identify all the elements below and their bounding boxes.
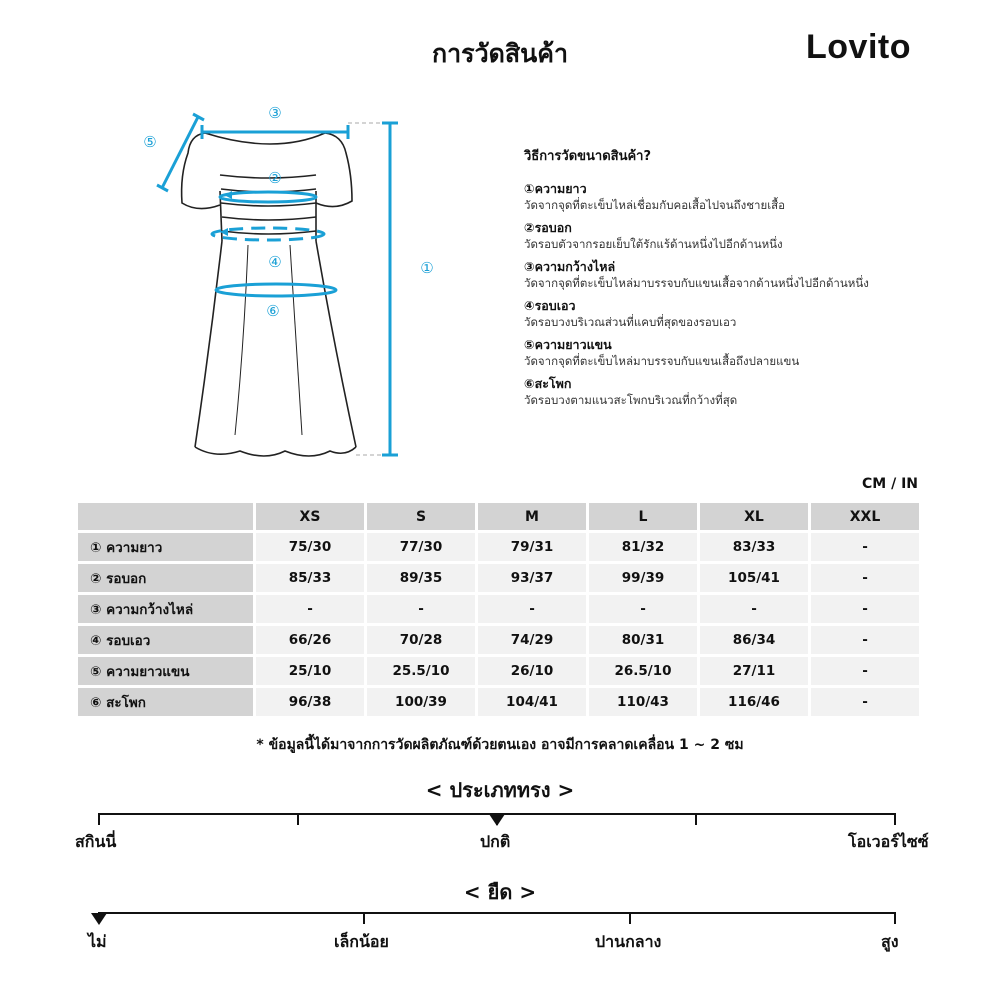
howto-name: ①ความยาว (524, 181, 587, 196)
howto-item (524, 258, 944, 291)
row-header: ⑤ ความยาวแขน (78, 657, 253, 685)
dress-diagram (120, 95, 460, 475)
how-to-measure-title: วิธีการวัดขนาดสินค้า? (524, 149, 652, 164)
table-cell: 66/26 (256, 626, 364, 654)
table-cell: 77/30 (367, 533, 475, 561)
howto-desc: วัดรอบวงตามแนวสะโพกบริเวณที่กว้างที่สุด (524, 393, 738, 407)
row-header: ① ความยาว (78, 533, 253, 561)
table-header-row (78, 503, 919, 530)
row-header: ⑥ สะโพก (78, 688, 253, 716)
howto-name: ③ความกว้างไหล่ (524, 259, 616, 274)
table-cell: - (811, 564, 919, 592)
table-cell: 99/39 (589, 564, 697, 592)
table-cell: - (811, 595, 919, 623)
fit-tick (894, 813, 896, 825)
stretch-tick (894, 912, 896, 924)
column-header: XL (700, 503, 808, 530)
row-header: ② รอบอก (78, 564, 253, 592)
stretch-label-slight: เล็กน้อย (334, 932, 389, 951)
table-cell: 25/10 (256, 657, 364, 685)
callout-1: ① (420, 259, 434, 277)
stretch-tick (629, 912, 631, 924)
howto-desc: วัดจากจุดที่ตะเข็บไหล่มาบรรจบกับแขนเสื้อจากด้านหนึ่งไปอีกด้านหนึ่ง (524, 276, 869, 290)
howto-name: ⑤ความยาวแขน (524, 337, 612, 352)
table-cell: - (700, 595, 808, 623)
table-row (78, 688, 919, 716)
howto-desc: วัดจากจุดที่ตะเข็บไหล่เชื่อมกับคอเสื้อไปจนถึงชายเสื้อ (524, 198, 786, 212)
howto-desc: วัดจากจุดที่ตะเข็บไหล่มาบรรจบกับแขนเสื้อถึงปลายแขน (524, 354, 800, 368)
howto-name: ⑥สะโพก (524, 376, 572, 391)
stretch-label-none: ไม่ (88, 932, 107, 951)
column-header: L (589, 503, 697, 530)
table-cell: 104/41 (478, 688, 586, 716)
table-row (78, 595, 919, 623)
table-cell: 80/31 (589, 626, 697, 654)
table-cell: 83/33 (700, 533, 808, 561)
table-cell: 79/31 (478, 533, 586, 561)
table-cell: - (811, 657, 919, 685)
brand-logo: Lovito (806, 28, 911, 66)
table-cell: - (478, 595, 586, 623)
table-cell: 81/32 (589, 533, 697, 561)
table-cell: 96/38 (256, 688, 364, 716)
table-cell: - (811, 533, 919, 561)
callout-4: ④ (268, 253, 282, 271)
how-to-measure (524, 145, 944, 414)
column-header: XXL (811, 503, 919, 530)
fit-scale-title: < ประเภททรง > (425, 778, 575, 802)
stretch-marker-icon (91, 913, 107, 925)
size-table (75, 500, 922, 719)
stretch-scale-title: < ยืด > (463, 880, 537, 904)
table-cell: 26/10 (478, 657, 586, 685)
stretch-scale-line (98, 912, 896, 914)
table-cell: 74/29 (478, 626, 586, 654)
callout-3: ③ (268, 104, 282, 122)
table-cell: - (811, 688, 919, 716)
table-cell: 26.5/10 (589, 657, 697, 685)
column-header: M (478, 503, 586, 530)
howto-name: ②รอบอก (524, 220, 572, 235)
table-cell: - (811, 626, 919, 654)
column-header: XS (256, 503, 364, 530)
fit-label-oversize: โอเวอร์ไซซ์ (848, 832, 929, 851)
page-title: การวัดสินค้า (432, 39, 568, 68)
howto-desc: วัดรอบตัวจากรอยเย็บใต้รักแร้ด้านหนึ่งไปอีกด้านหนึ่ง (524, 237, 783, 251)
fit-tick (98, 813, 100, 825)
column-header: S (367, 503, 475, 530)
howto-item (524, 336, 944, 369)
table-cell: 75/30 (256, 533, 364, 561)
unit-label: CM / IN (862, 476, 918, 492)
table-row (78, 626, 919, 654)
howto-item (524, 180, 944, 213)
fit-label-regular: ปกติ (480, 832, 511, 851)
howto-name: ④รอบเอว (524, 298, 576, 313)
table-cell: - (589, 595, 697, 623)
howto-desc: วัดรอบวงบริเวณส่วนที่แคบที่สุดของรอบเอว (524, 315, 737, 329)
table-cell: 85/33 (256, 564, 364, 592)
table-cell: 110/43 (589, 688, 697, 716)
measurement-note: * ข้อมูลนี้ได้มาจากการวัดผลิตภัณฑ์ด้วยตนเอง อาจมีการคลาดเคลื่อน 1 ~ 2 ซม (256, 737, 744, 753)
table-cell: 27/11 (700, 657, 808, 685)
table-row (78, 564, 919, 592)
callout-5: ⑤ (143, 133, 157, 151)
table-cell: 89/35 (367, 564, 475, 592)
table-cell: 70/28 (367, 626, 475, 654)
callout-2: ② (268, 169, 282, 187)
table-corner (78, 503, 253, 530)
row-header: ③ ความกว้างไหล่ (78, 595, 253, 623)
table-row (78, 657, 919, 685)
fit-marker-icon (489, 814, 505, 826)
table-cell: 100/39 (367, 688, 475, 716)
stretch-tick (363, 912, 365, 924)
table-cell: 25.5/10 (367, 657, 475, 685)
row-header: ④ รอบเอว (78, 626, 253, 654)
table-cell: - (256, 595, 364, 623)
howto-item (524, 375, 944, 408)
fit-tick (297, 813, 299, 825)
table-cell: 86/34 (700, 626, 808, 654)
table-cell: 116/46 (700, 688, 808, 716)
howto-item (524, 219, 944, 252)
callout-6: ⑥ (266, 302, 280, 320)
stretch-label-moderate: ปานกลาง (595, 932, 662, 951)
table-row (78, 533, 919, 561)
stretch-label-high: สูง (881, 932, 899, 951)
fit-tick (695, 813, 697, 825)
fit-label-skinny: สกินนี่ (75, 832, 117, 851)
howto-item (524, 297, 944, 330)
table-cell: 105/41 (700, 564, 808, 592)
table-cell: 93/37 (478, 564, 586, 592)
table-cell: - (367, 595, 475, 623)
